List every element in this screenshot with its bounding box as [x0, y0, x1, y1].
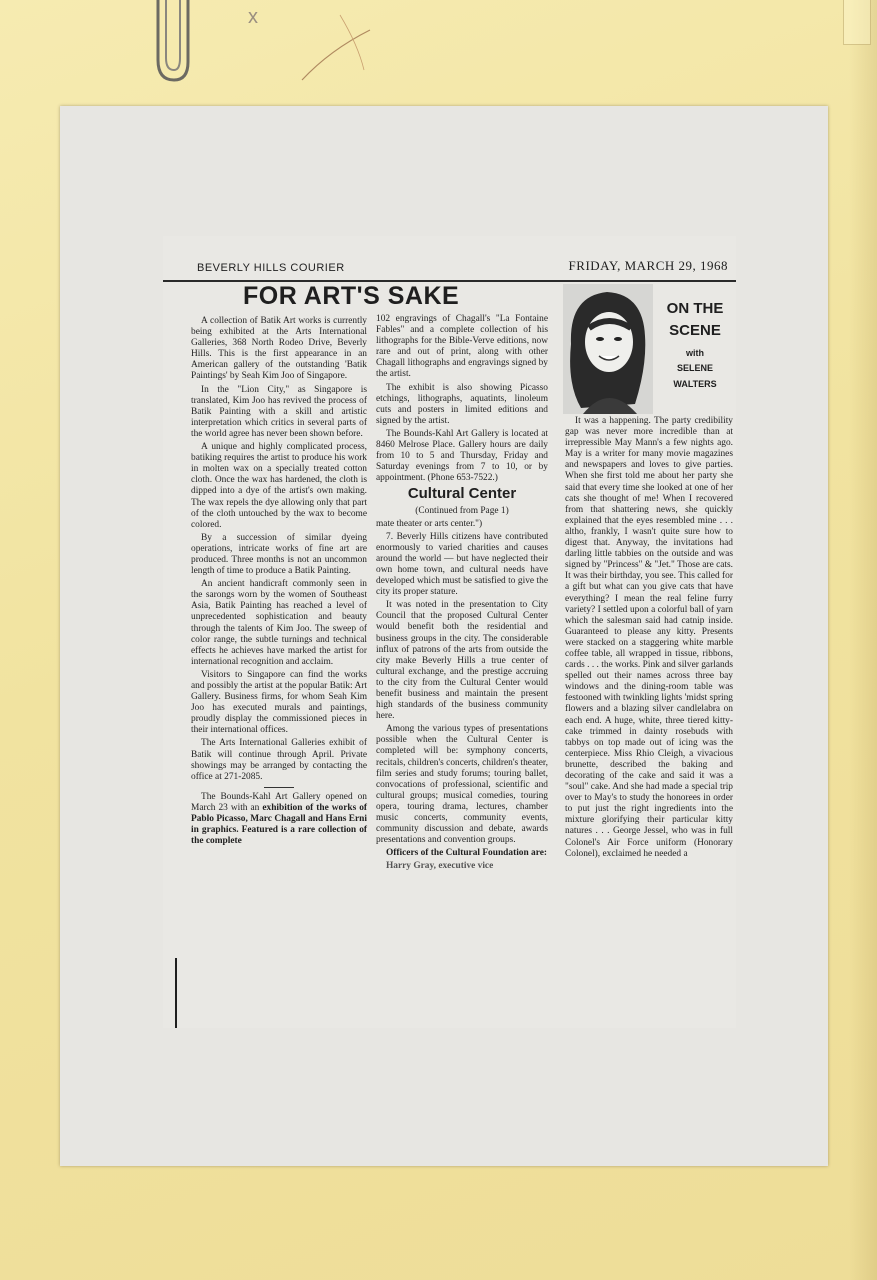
- article-column-1: [191, 316, 367, 849]
- issue-date: FRIDAY, MARCH 29, 1968: [568, 258, 728, 273]
- masthead: [163, 254, 736, 282]
- byline-first: SELENE: [676, 363, 713, 373]
- article-paragraph: By a succession of similar dyeing operations, intricate works of fine art are produced. Three months is not an uncommon length of time to produce a Batik Painting.: [191, 532, 367, 577]
- article-paragraph: 102 engravings of Chagall's "La Fontaine Fables" and a complete collection of his lithographs for the Bible-Verve editions, now rare and out of print, along with other Chagall lithographs and engravings signed by the artist.: [376, 314, 548, 380]
- newspaper-clipping: [163, 236, 736, 1028]
- paper-clip-icon: [150, 0, 198, 90]
- scene-column: [565, 416, 733, 862]
- column-title-block: [655, 298, 735, 390]
- article-column-2: [376, 314, 548, 875]
- article-paragraph: In the "Lion City," as Singapore is translated, Kim Joo has revived the process of Batik Painting with a skill and artistic interpretation which critics in several parts of the world agree has never been shown before.: [191, 384, 367, 439]
- continued-note: (Continued from Page 1): [415, 505, 509, 516]
- gallery-paragraph: [191, 792, 367, 847]
- article-paragraph: An ancient handicraft commonly seen in the sarongs worn by the women of Southeast Asia, Batik Painting has reached a level of unprecedented sophistication and beauty through the talents of Kim Joo. The sweep of color range, the subtle turnings and technical effects he achieves have marked the artist for international recognition and acclaim.: [191, 579, 367, 667]
- cut-off-line: Harry Gray, executive vice: [386, 861, 494, 872]
- article-paragraph: The Bounds-Kahl Art Gallery is located at 8460 Melrose Place. Gallery hours are daily from 10 to 5 and Thursday, Friday and Saturday evenings from 7 to 10, or by appointment. (Phone 653-7522.): [376, 428, 548, 484]
- article-paragraph: The Arts International Galleries exhibit of Batik will continue through April. Private showings may be arranged by contacting the office at 271-2085.: [191, 738, 367, 782]
- board-corner-tab: [843, 0, 871, 45]
- article-paragraph: A collection of Batik Art works is currently being exhibited at the Arts International Galleries, 368 North Rodeo Drive, Beverly Hills. This is the first appearance in an American gallery of the outstanding 'Batik Paintings' by Seah Kim Joo of Singapore.: [191, 316, 367, 382]
- publication-name: BEVERLY HILLS COURIER: [197, 262, 345, 274]
- column-rule: [175, 958, 177, 1028]
- column-title-line-1: ON THE: [666, 300, 724, 317]
- cultural-paragraph: Among the various types of presentations possible when the Cultural Center is completed will be: symphony concerts, recitals, children's concerts, children's theater, film series and study forums; touring ballet, convocations of professional, scientific and cultural groups; musical comedies, touring opera, touring drama, lectures, chamber music concerts, community events, community discussion and debate, awards presentations and convention groups.: [376, 724, 548, 846]
- board-shadow-edge: [849, 0, 877, 1280]
- column-title-line-2: SCENE: [669, 322, 721, 339]
- cultural-center-headline: Cultural Center: [407, 485, 517, 503]
- byline-last: WALTERS: [673, 379, 717, 389]
- article-paragraph: Visitors to Singapore can find the works and possibly the artist at the popular Batik: Art Gallery. Business firms, for whom Seah Kim Joo has executed murals and paintings, proudly display the commissioned pieces in their international offices.: [191, 669, 367, 736]
- article-paragraph: A unique and highly complicated process, batiking requires the artist to produce his work in molten wax on a specially treated cotton cloth. Once the wax has hardened, the cloth is dipped into a dye of the artist's own making. The wax repels the dye allowing only that part of the cloth untouched by the wax to become colored.: [191, 442, 367, 530]
- cultural-paragraph: mate theater or arts center."): [376, 518, 483, 529]
- gallery-text-bold: exhibition of the works of Pablo Picasso, Marc Chagall and Hans Erni in graphics. Featured is a rare collection of the complete: [191, 802, 368, 847]
- pencil-mark-icon: [240, 10, 380, 90]
- cultural-paragraph: 7. Beverly Hills citizens have contributed enormously to varied charities and causes around the world — but have neglected their own home town, and cultural needs have developed which must be satisfied to give the city its proper stature.: [376, 531, 548, 598]
- pencil-x-mark: x: [248, 6, 258, 28]
- cultural-paragraph: It was noted in the presentation to City Council that the proposed Cultural Center would benefit both the residential and business groups in the city. The considerable influx of patrons of the arts from outside the city make Beverly Hills a true center of cultural exchange, and the prestige accruing to the city from the Cultural Center would benefit business and maintain the present high standards of the business community here.: [376, 600, 548, 722]
- article-headline: FOR ART'S SAKE: [243, 282, 460, 310]
- section-divider: [264, 787, 294, 788]
- article-paragraph: The exhibit is also showing Picasso etchings, lithographs, aquatints, linoleum cuts and posters in limited editions and signed by the artist.: [376, 382, 548, 426]
- scene-body: It was a happening. The party credibility gap was never more incredible than at irrepressible May Mann's a few nights ago. May is a writer for many movie magazines and newspapers and loves to give parties. When she first told me about her party she said that every time she looked at one of her cats she thought of me! When I recovered from that shattering news, she quickly explained that the eyes resembled mine . . . altho, frankly, I wasn't quite sure how to digest that. Anyway, the invitations had darling little tabbies on the outside and was signed by "Princess" & "Jet." Those are cats. It was their birthday, you see. This called for a gift but what can you give cats that have everything? I mean the real feline furry variety? I settled upon a colorful ball of yarn which the salesman said had catnip inside. Guaranteed to please any kitty. Presents were stacked on a staggering white marble coffee table, all wrapped in tissue, ribbons, cards . . . the works. Pink and silver garlands spelled out their names across three bay windows and the dining-room table was festooned with twinkling lights 'midst spring flowers and a blazing silver candlelabra on each end. A huge, white, three tiered kitty-cake trimmed in dainty rosebuds with tabbys on top made out of icing was the centerpiece. Miss Rhio Cleigh, a vivacious brunette, described the baking and decorating of the cake and said it was a "soul" cake. And she had made a special trip over to May's to study the honorees in order to put just the right ingredients into the mixture glorifying their particular kitty natures . . . George Jessel, who was in full Colonel's Air Force uniform (Honorary Colonel), exclaimed he needed a: [565, 416, 733, 859]
- column-with: with: [686, 348, 704, 358]
- gallery-text-plain: The Bounds-Kahl Art Gallery opened on March 23 with an: [191, 791, 367, 813]
- columnist-portrait: [563, 284, 653, 414]
- officers-line: Officers of the Cultural Foundation are:: [386, 848, 548, 859]
